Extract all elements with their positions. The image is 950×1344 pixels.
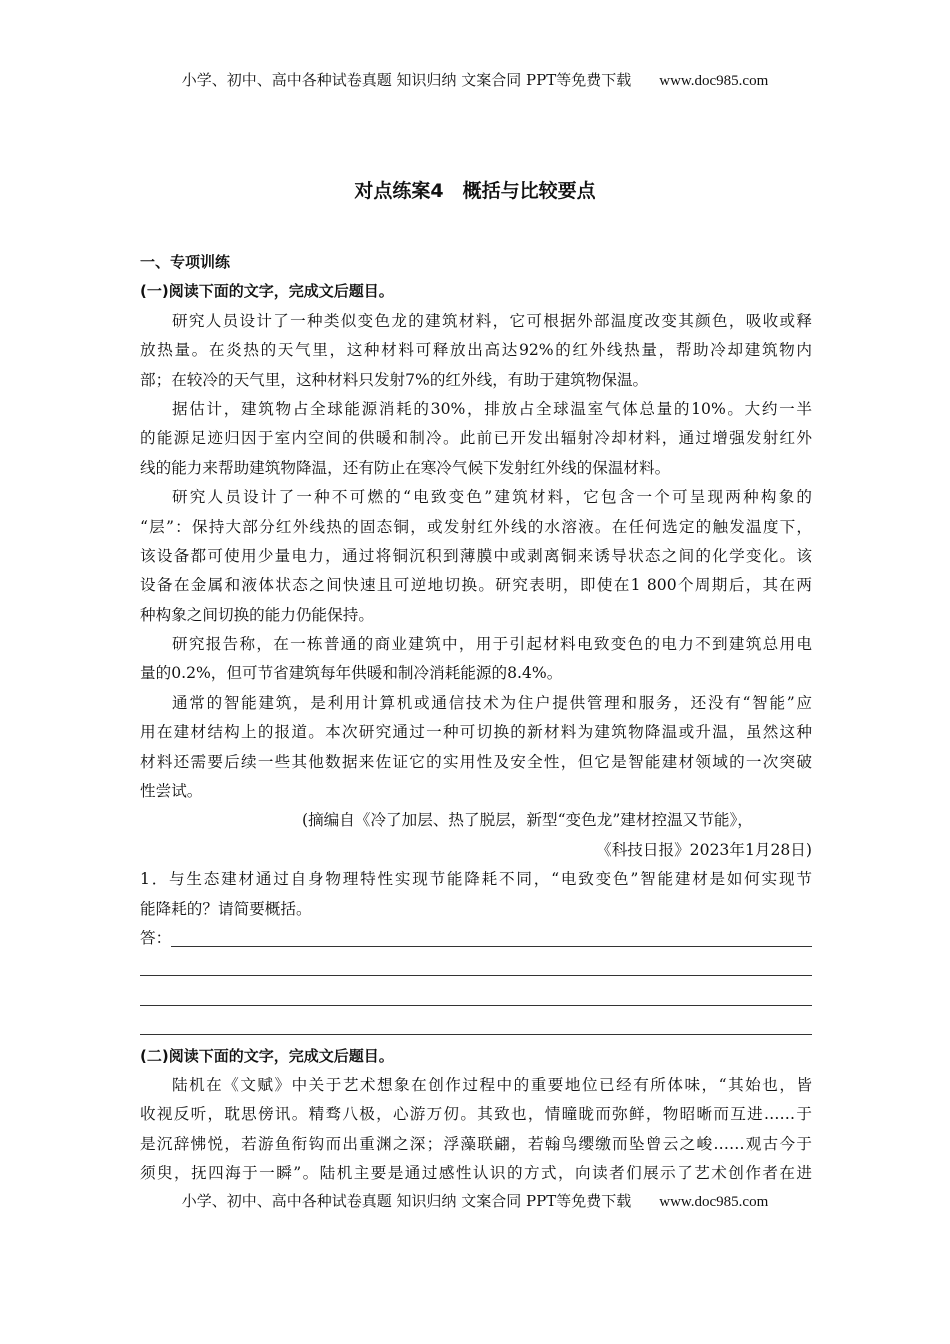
part2-heading: (二)阅读下面的文字，完成文后题目。 [140, 1046, 394, 1065]
citation-line-1: (摘编自《冷了加层、热了脱层，新型“变色龙”建材控温又节能》， [302, 811, 753, 830]
paragraph-line: 放热量。在炎热的天气里，这种材料可释放出高达92%的红外线热量，帮助冷却建筑物内 [140, 341, 812, 360]
paragraph-line: 通常的智能建筑，是利用计算机或通信技术为住户提供管理和服务，还没有“智能”应 [172, 693, 812, 712]
answer-area[interactable] [140, 924, 812, 953]
paragraph-line: 性尝试。 [140, 782, 203, 801]
paragraph-line: 研究报告称，在一栋普通的商业建筑中，用于引起材料电致变色的电力不到建筑总用电 [172, 635, 812, 654]
footer-url: www.doc985.com [659, 1194, 769, 1210]
paragraph-line: 收视反听，耽思傍讯。精骛八极，心游万仞。其致也，情曈昽而弥鲜，物昭晰而互进……于 [140, 1105, 812, 1124]
answer-line[interactable] [140, 953, 812, 982]
paragraph-line: 线的能力来帮助建筑物降温，还有防止在寒冷气候下发射红外线的保温材料。 [140, 458, 671, 477]
paragraph-line: 是沉辞怫悦，若游鱼衔钩而出重渊之深；浮藻联翩，若翰鸟缨缴而坠曾云之峻……观古今于 [140, 1134, 812, 1153]
page-footer [0, 1190, 950, 1211]
document-body [140, 248, 812, 1189]
question-line-1: 1．与生态建材通过自身物理特性实现节能降耗不同，“电致变色”智能建材是如何实现节 [140, 870, 812, 889]
paragraph-line: 该设备都可使用少量电力，通过将铜沉积到薄膜中或剥离铜来诱导状态之间的化学变化。该 [140, 546, 812, 565]
header-url: www.doc985.com [659, 73, 769, 89]
paragraph-line: 材料还需要后续一些其他数据来佐证它的实用性及安全性，但它是智能建材领域的一次突破 [140, 752, 812, 771]
answer-line[interactable] [171, 924, 812, 947]
part1-heading: (一)阅读下面的文字，完成文后题目。 [140, 282, 394, 301]
page-header [0, 69, 950, 90]
paragraph-line: 研究人员设计了一种类似变色龙的建筑材料，它可根据外部温度改变其颜色，吸收或释 [172, 311, 812, 330]
paragraph-line: 的能源足迹归因于室内空间的供暖和制冷。此前已开发出辐射冷却材料，通过增强发射红外 [140, 429, 812, 448]
paragraph-line: 陆机在《文赋》中关于艺术想象在创作过程中的重要地位已经有所体味，“其始也，皆 [172, 1075, 812, 1094]
header-text: 小学、初中、高中各种试卷真题 知识归纳 文案合同 PPT等免费下载 [181, 71, 632, 89]
footer-text: 小学、初中、高中各种试卷真题 知识归纳 文案合同 PPT等免费下载 [181, 1192, 632, 1210]
answer-line[interactable] [140, 983, 812, 1012]
question-line-2: 能降耗的？请简要概括。 [140, 899, 312, 918]
paragraph-line: 用在建材结构上的报道。本次研究通过一种可切换的新材料为建筑物降温或升温，虽然这种 [140, 723, 812, 742]
section-heading: 一、专项训练 [140, 253, 231, 271]
paragraph-line: “层”：保持大部分红外线热的固态铜，或发射红外线的水溶液。在任何选定的触发温度下， [140, 517, 812, 536]
paragraph-line: 须臾，抚四海于一瞬”。陆机主要是通过感性认识的方式，向读者们展示了艺术创作者在进 [140, 1164, 812, 1183]
paragraph-line: 种构象之间切换的能力仍能保持。 [140, 605, 374, 624]
paragraph-line: 量的0.2%，但可节省建筑每年供暖和制冷消耗能源的8.4%。 [140, 664, 563, 683]
citation-line-2: 《科技日报》2023年1月28日) [596, 840, 812, 859]
paragraph-line: 部；在较冷的天气里，这种材料只发射7%的红外线，有助于建筑物保温。 [140, 370, 649, 389]
part2-passage [140, 1071, 812, 1189]
paragraph-line: 设备在金属和液体状态之间快速且可逆地切换。研究表明，即使在1 800个周期后，其在两 [140, 576, 812, 595]
answer-line[interactable] [140, 1012, 812, 1041]
paragraph-line: 研究人员设计了一种不可燃的“电致变色”建筑材料，它包含一个可呈现两种构象的 [172, 488, 812, 507]
part1-passage [140, 307, 812, 807]
page-title: 对点练案4 概括与比较要点 [354, 180, 596, 202]
answer-label: 答： [140, 928, 172, 947]
paragraph-line: 据估计，建筑物占全球能源消耗的30%，排放占全球温室气体总量的10%。大约一半 [172, 399, 812, 418]
